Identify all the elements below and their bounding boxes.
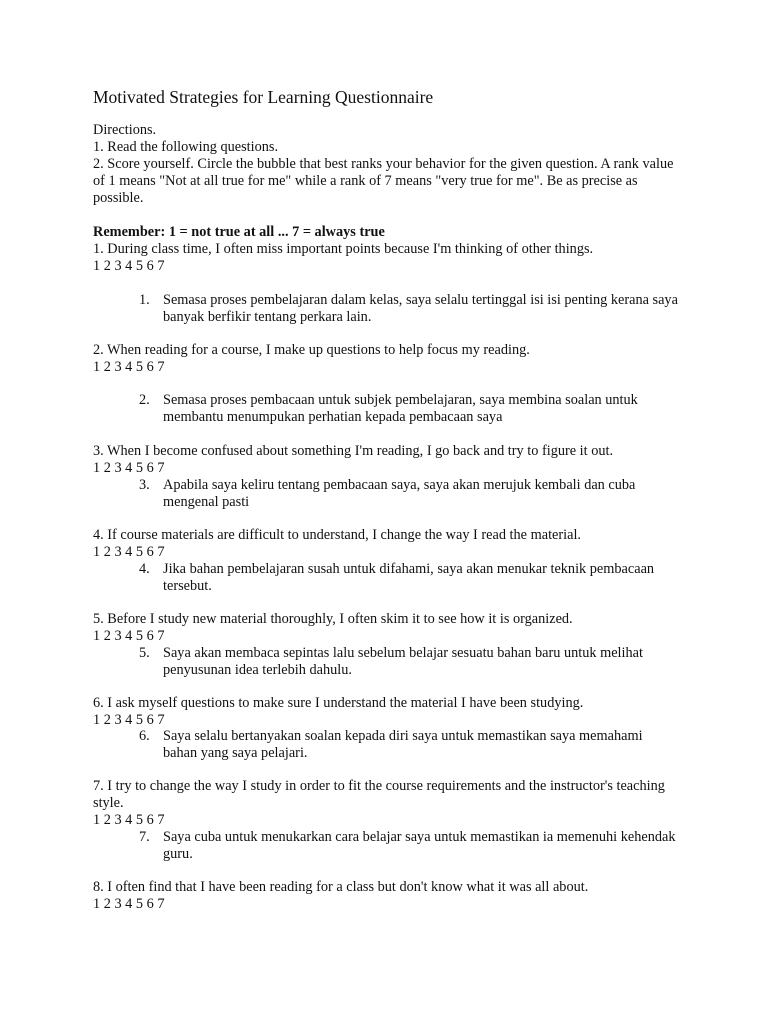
translation-text: Saya cuba untuk menukarkan cara belajar saya untuk memastikan ia memenuhi kehendak guru. xyxy=(163,829,676,862)
rating-scale: 1 2 3 4 5 6 7 xyxy=(93,258,165,274)
directions-step-2: 2. Score yourself. Circle the bubble that best ranks your behavior for the given question. A rank value of 1 means "Not at all true for me" while a rank of 7 means "very true for me". Be as precise as possible. xyxy=(93,156,674,206)
translation-text: Semasa proses pembacaan untuk subjek pembelajaran, saya membina soalan untuk membantu menumpukan perhatian kepada pembacaan saya xyxy=(163,392,638,425)
translation-number: 3. xyxy=(139,477,150,493)
remember-note: Remember: 1 = not true at all ... 7 = always true xyxy=(93,224,385,240)
rating-scale: 1 2 3 4 5 6 7 xyxy=(93,460,165,476)
translation-4 xyxy=(139,561,679,595)
translation-3 xyxy=(139,477,679,511)
question-text: 1. During class time, I often miss important points because I'm thinking of other things. xyxy=(93,241,594,257)
question-text: 6. I ask myself questions to make sure I understand the material I have been studying. xyxy=(93,695,584,711)
question-7 xyxy=(93,778,673,829)
translation-number: 5. xyxy=(139,645,150,661)
translation-2 xyxy=(139,392,679,426)
translation-text: Saya akan membaca sepintas lalu sebelum belajar sesuatu bahan baru untuk melihat penyusunan idea terlebih dahulu. xyxy=(163,645,643,678)
translation-number: 2. xyxy=(139,392,150,408)
translation-text: Jika bahan pembelajaran susah untuk difahami, saya akan menukar teknik pembacaan tersebut. xyxy=(163,561,655,594)
translation-number: 4. xyxy=(139,561,150,577)
question-text: 8. I often find that I have been reading for a class but don't know what it was all about. xyxy=(93,879,589,895)
question-2 xyxy=(93,342,673,376)
translation-6 xyxy=(139,728,679,762)
translation-text: Apabila saya keliru tentang pembacaan saya, saya akan merujuk kembali dan cuba mengenal pasti xyxy=(163,477,636,510)
translation-5 xyxy=(139,645,679,679)
translation-7 xyxy=(139,829,679,863)
question-5 xyxy=(93,611,673,645)
rating-scale: 1 2 3 4 5 6 7 xyxy=(93,712,165,728)
directions-block xyxy=(93,122,683,207)
rating-scale: 1 2 3 4 5 6 7 xyxy=(93,544,165,560)
page-title: Motivated Strategies for Learning Questionnaire xyxy=(93,87,434,107)
translation-text: Saya selalu bertanyakan soalan kepada diri saya untuk memastikan saya memahami bahan yang saya pelajari. xyxy=(163,728,643,761)
translation-text: Semasa proses pembelajaran dalam kelas, saya selalu tertinggal isi isi penting kerana saya banyak berfikir tentang perkara lain. xyxy=(163,292,678,325)
question-text: 4. If course materials are difficult to understand, I change the way I read the material. xyxy=(93,527,582,543)
question-3 xyxy=(93,443,673,477)
question-text: 3. When I become confused about something I'm reading, I go back and try to figure it out. xyxy=(93,443,614,459)
question-8 xyxy=(93,879,673,913)
question-1 xyxy=(93,241,673,275)
directions-step-1: 1. Read the following questions. xyxy=(93,139,279,155)
question-4 xyxy=(93,527,673,561)
rating-scale: 1 2 3 4 5 6 7 xyxy=(93,628,165,644)
question-text: 5. Before I study new material thoroughly, I often skim it to see how it is organized. xyxy=(93,611,573,627)
translation-1 xyxy=(139,292,679,326)
translation-number: 7. xyxy=(139,829,150,845)
rating-scale: 1 2 3 4 5 6 7 xyxy=(93,896,165,912)
question-text: 2. When reading for a course, I make up questions to help focus my reading. xyxy=(93,342,530,358)
rating-scale: 1 2 3 4 5 6 7 xyxy=(93,359,165,375)
question-6 xyxy=(93,695,673,729)
translation-number: 6. xyxy=(139,728,150,744)
rating-scale: 1 2 3 4 5 6 7 xyxy=(93,812,165,828)
directions-heading: Directions. xyxy=(93,122,157,138)
question-text: 7. I try to change the way I study in order to fit the course requirements and the instructor's teaching style. xyxy=(93,778,665,811)
translation-number: 1. xyxy=(139,292,150,308)
